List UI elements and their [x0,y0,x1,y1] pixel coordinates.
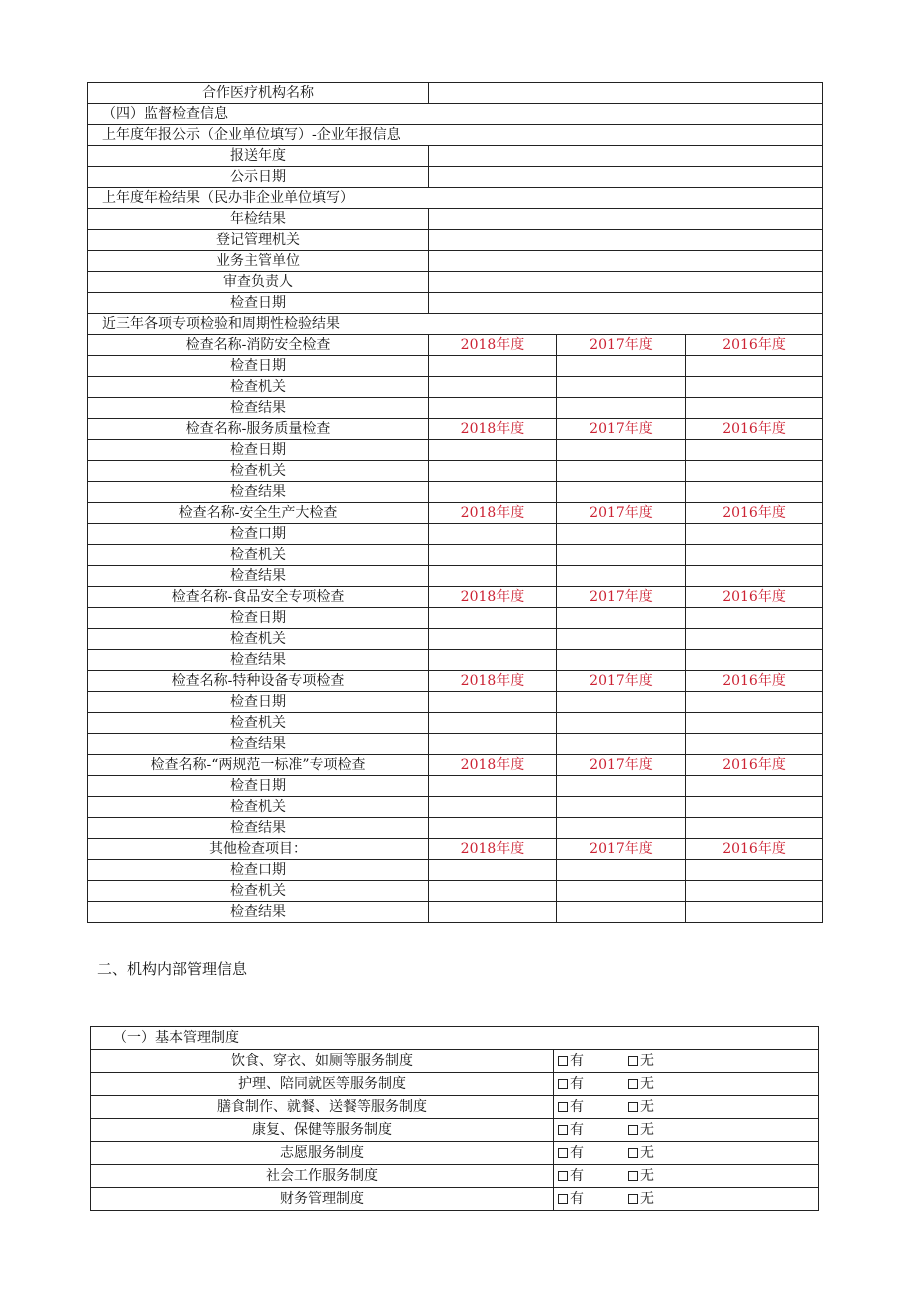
year-header: 2017年度 [557,587,686,608]
field-label: 检查日期 [88,608,429,629]
yes-label: 有 [570,1122,584,1138]
system-label: 财务管理制度 [91,1188,554,1211]
no-label: 无 [640,1099,654,1115]
table-row [88,272,823,293]
year-value-cell[interactable] [557,776,686,797]
yes-label: 有 [570,1053,584,1069]
field-label: 审查负责人 [88,272,429,293]
year-value-cell[interactable] [686,902,823,923]
table-row [88,83,823,104]
table-row [91,1142,819,1165]
table-row [88,734,823,755]
system-label: 护理、陪同就医等服务制度 [91,1073,554,1096]
yes-label: 有 [570,1191,584,1207]
year-header: 2016年度 [686,419,823,440]
table-row [88,902,823,923]
year-value-cell[interactable] [686,797,823,818]
table-row [88,482,823,503]
checkbox-icon[interactable] [628,1079,638,1089]
year-value-cell[interactable] [429,398,557,419]
yes-no-options [554,1096,819,1119]
table-row [88,440,823,461]
field-label: 检查机关 [88,713,429,734]
year-value-cell[interactable] [429,797,557,818]
year-value-cell[interactable] [686,545,823,566]
table-row [88,860,823,881]
field-label: 报送年度 [88,146,429,167]
year-header: 2018年度 [429,587,557,608]
year-header: 2016年度 [686,335,823,356]
field-label: 检查机关 [88,545,429,566]
year-value-cell[interactable] [557,629,686,650]
table-row [88,461,823,482]
checkbox-icon[interactable] [558,1125,568,1135]
table-row [88,881,823,902]
year-value-cell[interactable] [557,818,686,839]
year-header: 2018年度 [429,335,557,356]
year-header: 2016年度 [686,503,823,524]
option-yes[interactable] [558,1142,628,1164]
option-yes[interactable] [558,1073,628,1095]
year-value-cell[interactable] [429,377,557,398]
system-label: 膳食制作、就餐、送餐等服务制度 [91,1096,554,1119]
table-row [91,1096,819,1119]
field-label: 检查机关 [88,377,429,398]
table-row [88,419,823,440]
year-header: 2017年度 [557,671,686,692]
field-label: 检查日期 [88,356,429,377]
table-row [88,797,823,818]
table-row [88,839,823,860]
year-value-cell[interactable] [557,482,686,503]
checkbox-icon[interactable] [628,1102,638,1112]
field-label: 检查结果 [88,482,429,503]
year-value-cell[interactable] [557,650,686,671]
year-value-cell[interactable] [686,734,823,755]
year-value-cell[interactable] [686,650,823,671]
year-value-cell[interactable] [429,818,557,839]
field-value-cell[interactable] [429,83,823,104]
table-row [88,146,823,167]
field-label: 检查口期 [88,524,429,545]
inspection-name: 检查名称-食品安全专项检查 [88,587,429,608]
year-header: 2017年度 [557,503,686,524]
field-label: 检查机关 [88,629,429,650]
inspection-name: 其他检查项目： [88,839,429,860]
checkbox-icon[interactable] [558,1148,568,1158]
checkbox-icon[interactable] [628,1056,638,1066]
year-value-cell[interactable] [429,629,557,650]
year-value-cell[interactable] [429,524,557,545]
section-header: 近三年各项专项检验和周期性检验结果 [88,314,823,335]
inspection-name: 检查名称-服务质量检查 [88,419,429,440]
year-value-cell[interactable] [557,440,686,461]
year-value-cell[interactable] [557,545,686,566]
table-row [88,818,823,839]
year-value-cell[interactable] [557,461,686,482]
table-row [88,125,823,146]
table-row [88,398,823,419]
field-label: 年检结果 [88,209,429,230]
field-label: 登记管理机关 [88,230,429,251]
yes-no-options [554,1165,819,1188]
year-value-cell[interactable] [686,692,823,713]
option-no[interactable] [628,1096,654,1118]
year-value-cell[interactable] [429,734,557,755]
table-row [88,671,823,692]
section-header: 上年度年检结果（民办非企业单位填写） [88,188,823,209]
field-label: 检查结果 [88,398,429,419]
field-label: 检查日期 [88,440,429,461]
year-header: 2017年度 [557,419,686,440]
year-value-cell[interactable] [429,440,557,461]
year-value-cell[interactable] [686,566,823,587]
no-label: 无 [640,1145,654,1161]
field-value-cell[interactable] [429,272,823,293]
field-label: 检查结果 [88,734,429,755]
year-value-cell[interactable] [686,608,823,629]
inspection-name: 检查名称-消防安全检查 [88,335,429,356]
section-header: （四）监督检查信息 [88,104,823,125]
year-value-cell[interactable] [429,902,557,923]
field-label: 检查日期 [88,293,429,314]
year-value-cell[interactable] [557,713,686,734]
option-no[interactable] [628,1073,654,1095]
year-value-cell[interactable] [686,818,823,839]
table-row [88,356,823,377]
checkbox-icon[interactable] [558,1102,568,1112]
table-row [88,251,823,272]
year-header: 2018年度 [429,755,557,776]
option-no[interactable] [628,1119,654,1141]
checkbox-icon[interactable] [628,1171,638,1181]
yes-label: 有 [570,1145,584,1161]
year-value-cell[interactable] [557,566,686,587]
section-title-internal-management: 二、机构内部管理信息 [97,960,248,978]
checkbox-icon[interactable] [628,1194,638,1204]
option-yes[interactable] [558,1096,628,1118]
year-value-cell[interactable] [557,524,686,545]
option-yes[interactable] [558,1188,628,1210]
table-row [88,776,823,797]
table-row [91,1027,819,1050]
table-row [88,104,823,125]
table-row [88,755,823,776]
field-value-cell[interactable] [429,146,823,167]
checkbox-icon[interactable] [558,1171,568,1181]
field-value-cell[interactable] [429,209,823,230]
table-row [91,1050,819,1073]
table-row [88,587,823,608]
table-row [88,188,823,209]
year-value-cell[interactable] [429,566,557,587]
system-label: 康复、保健等服务制度 [91,1119,554,1142]
year-header: 2018年度 [429,671,557,692]
year-value-cell[interactable] [557,608,686,629]
yes-no-options [554,1142,819,1165]
year-header: 2016年度 [686,671,823,692]
field-label: 业务主管单位 [88,251,429,272]
checkbox-icon[interactable] [628,1125,638,1135]
table-row [91,1119,819,1142]
year-value-cell[interactable] [557,692,686,713]
system-label: 社会工作服务制度 [91,1165,554,1188]
checkbox-icon[interactable] [558,1056,568,1066]
year-value-cell[interactable] [686,398,823,419]
option-yes[interactable] [558,1165,628,1187]
year-header: 2016年度 [686,839,823,860]
yes-no-options [554,1188,819,1211]
yes-no-options [554,1073,819,1096]
table-row [88,608,823,629]
year-header: 2017年度 [557,839,686,860]
year-value-cell[interactable] [429,713,557,734]
table-row [91,1073,819,1096]
management-system-table [90,1026,819,1211]
year-value-cell[interactable] [686,440,823,461]
table-row [88,503,823,524]
year-value-cell[interactable] [429,881,557,902]
year-value-cell[interactable] [686,629,823,650]
table-row [91,1165,819,1188]
year-header: 2016年度 [686,755,823,776]
year-header: 2018年度 [429,419,557,440]
year-value-cell[interactable] [686,356,823,377]
table-row [88,377,823,398]
year-header: 2017年度 [557,335,686,356]
yes-label: 有 [570,1168,584,1184]
no-label: 无 [640,1191,654,1207]
year-header: 2018年度 [429,503,557,524]
year-value-cell[interactable] [429,650,557,671]
no-label: 无 [640,1122,654,1138]
option-no[interactable] [628,1188,654,1210]
year-value-cell[interactable] [686,776,823,797]
year-value-cell[interactable] [429,356,557,377]
section-header: （一）基本管理制度 [91,1027,819,1050]
option-yes[interactable] [558,1119,628,1141]
inspection-table [87,82,823,923]
yes-no-options [554,1119,819,1142]
section-header: 上年度年报公示（企业单位填写）-企业年报信息 [88,125,823,146]
field-label: 检查口期 [88,860,429,881]
field-label: 检查机关 [88,461,429,482]
field-value-cell[interactable] [429,293,823,314]
system-label: 志愿服务制度 [91,1142,554,1165]
year-value-cell[interactable] [557,797,686,818]
table-row [88,230,823,251]
year-value-cell[interactable] [557,902,686,923]
inspection-name: 检查名称-特种设备专项检查 [88,671,429,692]
field-label: 检查结果 [88,902,429,923]
year-value-cell[interactable] [557,356,686,377]
year-value-cell[interactable] [429,860,557,881]
table-row [88,545,823,566]
table-row [88,566,823,587]
no-label: 无 [640,1168,654,1184]
field-label: 合作医疗机构名称 [88,83,429,104]
year-header: 2017年度 [557,755,686,776]
yes-label: 有 [570,1099,584,1115]
field-label: 检查日期 [88,776,429,797]
checkbox-icon[interactable] [628,1148,638,1158]
year-value-cell[interactable] [686,377,823,398]
option-no[interactable] [628,1050,654,1072]
field-label: 检查日期 [88,692,429,713]
field-label: 检查机关 [88,881,429,902]
year-header: 2016年度 [686,587,823,608]
year-value-cell[interactable] [557,860,686,881]
field-value-cell[interactable] [429,251,823,272]
year-value-cell[interactable] [557,881,686,902]
checkbox-icon[interactable] [558,1079,568,1089]
inspection-name: 检查名称-安全生产大检查 [88,503,429,524]
year-value-cell[interactable] [686,860,823,881]
year-value-cell[interactable] [429,608,557,629]
table-row [88,629,823,650]
option-no[interactable] [628,1142,654,1164]
table-row [88,335,823,356]
year-value-cell[interactable] [557,734,686,755]
year-value-cell[interactable] [686,461,823,482]
inspection-name: 检查名称-“两规范一标准”专项检查 [88,755,429,776]
year-value-cell[interactable] [429,482,557,503]
table-row [88,167,823,188]
option-no[interactable] [628,1165,654,1187]
field-label: 检查结果 [88,650,429,671]
table-row [91,1188,819,1211]
field-label: 检查结果 [88,818,429,839]
year-value-cell[interactable] [557,398,686,419]
year-header: 2018年度 [429,839,557,860]
table-row [88,314,823,335]
table-row [88,209,823,230]
year-value-cell[interactable] [686,713,823,734]
field-value-cell[interactable] [429,230,823,251]
checkbox-icon[interactable] [558,1194,568,1204]
year-value-cell[interactable] [686,881,823,902]
year-value-cell[interactable] [429,461,557,482]
option-yes[interactable] [558,1050,628,1072]
year-value-cell[interactable] [686,482,823,503]
no-label: 无 [640,1076,654,1092]
field-label: 检查机关 [88,797,429,818]
year-value-cell[interactable] [429,692,557,713]
year-value-cell[interactable] [429,545,557,566]
field-value-cell[interactable] [429,167,823,188]
system-label: 饮食、穿衣、如厕等服务制度 [91,1050,554,1073]
year-value-cell[interactable] [686,524,823,545]
table-row [88,650,823,671]
table-row [88,692,823,713]
table-row [88,713,823,734]
field-label: 检查结果 [88,566,429,587]
yes-no-options [554,1050,819,1073]
year-value-cell[interactable] [557,377,686,398]
no-label: 无 [640,1053,654,1069]
table-row [88,293,823,314]
yes-label: 有 [570,1076,584,1092]
table-row [88,524,823,545]
year-value-cell[interactable] [429,776,557,797]
field-label: 公示日期 [88,167,429,188]
